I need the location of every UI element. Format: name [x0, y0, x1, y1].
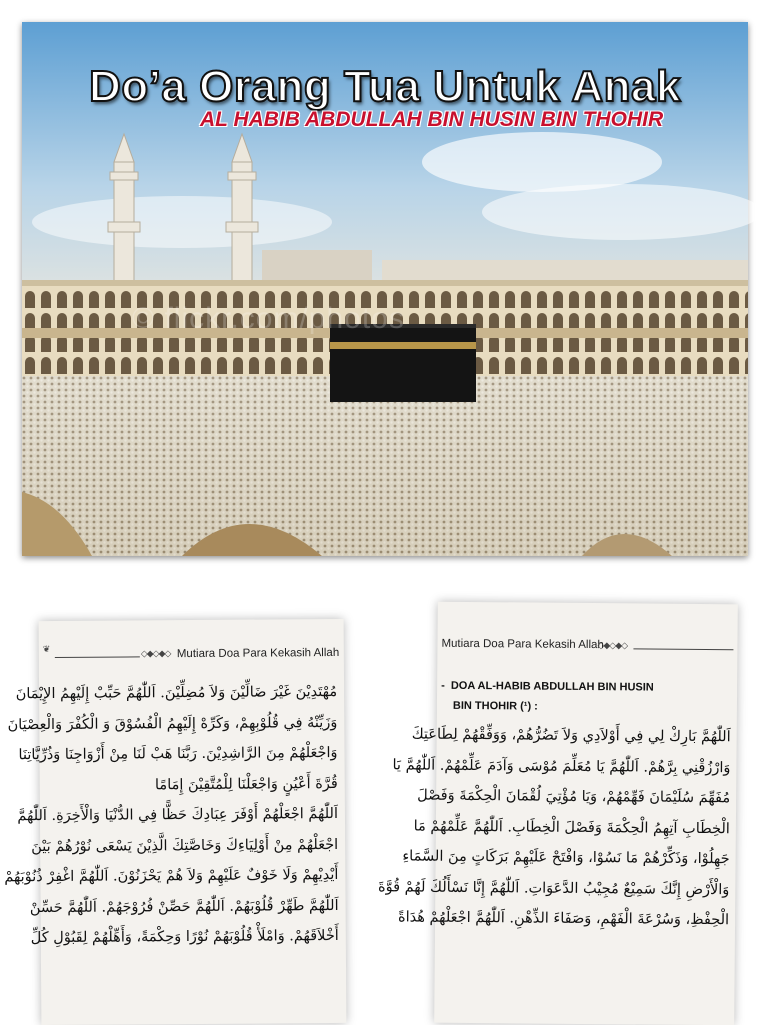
- arabic-line: الْخِطَابِ آتِهِمُ الْحِكْمَةَ وَفَصْلَ الْخِطَابِ. اَللّٰهُمَّ عَلِّمْهُمْ مَا: [413, 817, 730, 837]
- ornament-dot: ❦: [42, 644, 50, 656]
- right-book-page: [377, 602, 738, 1025]
- arabic-line: أَخْلاَقَهُمْ. وَامْلَأْ قُلُوْبَهُمْ نُوْرًا وَحِكْمَةً، وَأَهِّلْهُمْ لِقَبُوْلِ كُلِّ: [30, 927, 339, 947]
- arabic-line: وَاجْعَلْهُمْ مِنَ الرَّاشِدِيْنَ. رَبَّنَا هَبْ لَنَا مِنْ أَزْوَاجِنَا وَذُرِّيَّاتِنَا: [18, 744, 338, 764]
- photo-watermark: © flickr.com/photos: [132, 302, 405, 335]
- heading-text: DOA AL-HABIB ABDULLAH BIN HUSIN: [450, 679, 654, 694]
- book-title: Mutiara Doa Para Kekasih Allah: [441, 637, 604, 652]
- arabic-line: اَللّٰهُمَّ اجْعَلْهُمْ أَوْفَرَ عِبَادِكَ حَظًّا فِي الدُّنْيَا وَالْأَخِرَةِ. اَللّٰهُمَّ: [17, 805, 339, 825]
- arabic-prayer-text: [377, 720, 731, 936]
- ornament-chain: ◇◆◇◆◇: [597, 641, 628, 652]
- arabic-prayer-text: [4, 677, 339, 954]
- left-book-page: [4, 619, 347, 1025]
- header-rule: [55, 656, 140, 658]
- arabic-line: أَيْدِيْهِمْ وَلَا خَوْفٌ عَلَيْهِمْ وَلاَ هُمْ يَحْزَنُوْنَ. اَللّٰهُمَّ اغْفِرْ ذُنُوْبَهُمْ: [4, 866, 339, 886]
- arabic-line: اَللّٰهُمَّ بَارِكْ لِي فِي أَوْلاَدِي وَلاَ تَضُرُّهُمْ، وَوَفِّقْهُمْ لِطَاعَتِكَ: [411, 726, 731, 746]
- arabic-line: قُرَّةَ أَعْيُنٍ وَاجْعَلْنَا لِلْمُتَّقِيْنَ إِمَامًا: [154, 775, 338, 793]
- arabic-line: مُهْتَدِيْنَ غَيْرَ ضَالِّيْنَ وَلاَ مُضِلِّيْنَ. اَللّٰهُمَّ حَبِّبْ إِلَيْهِمُ الإِيْمَانَ: [15, 683, 338, 703]
- arabic-line: وَزَيِّنْهُ فِي قُلُوْبِهِمْ، وَكَرِّهْ إِلَيْهِمُ الْفُسُوْقَ وَ الْكُفْرَ وَالْعِصْيَانَ: [7, 714, 338, 733]
- book-title: Mutiara Doa Para Kekasih Allah: [176, 646, 340, 661]
- arabic-line: مُفَهِّمَ سُلَيْمَانَ فَهِّمْهُمْ، وَيَا مُؤْتِيَ لُقْمَانَ الْحِكْمَةَ وَفَصْلَ: [417, 787, 731, 807]
- header-rule: [633, 648, 733, 650]
- arabic-line: وَالْأَرْضِ إِنَّكَ سَمِيْعٌ مُجِيْبُ الدَّعَوَاتِ. اَللّٰهُمَّ إِنَّا نَسْأَلُكَ لَهُمْ قُوَّةَ: [377, 878, 730, 898]
- banner-title: Do’a Orang Tua Untuk Anak: [89, 62, 681, 111]
- arabic-line: جَهِلُوْا، وَذَكِّرْهُمْ مَا نَسُوْا، وَافْتَحْ عَلَيْهِمْ بَرَكَاتٍ مِنَ السَّمَاءِ: [402, 848, 730, 868]
- banner-subtitle: AL HABIB ABDULLAH BIN HUSIN BIN THOHIR: [200, 108, 664, 131]
- prayer-heading: [441, 676, 654, 718]
- ornament-chain: ◇◆◇◆◇: [140, 649, 171, 660]
- arabic-line: وَارْزُقْنِي بِرَّهُمْ. اَللّٰهُمَّ يَا مُعَلِّمَ مُوْسَى وَآدَمَ عَلِّمْهُمْ. اَللّٰهُمَّ يَا: [392, 756, 731, 776]
- heading-line-1: - DOA AL-HABIB ABDULLAH BIN HUSIN: [441, 679, 654, 694]
- arabic-line: اجْعَلْهُمْ مِنْ أَوْلِيَاءِكَ وَخَاصَّتِكَ الَّذِيْنَ يَسْعَى نُوْرُهُمْ بَيْنَ: [31, 836, 339, 855]
- banner-photo: [22, 22, 748, 556]
- arabic-line: اَللّٰهُمَّ طَهِّرْ قُلُوْبَهُمْ. اَللّٰهُمَّ حَصِّنْ فُرُوْجَهُمْ. اَللّٰهُمَّ حَسِّنْ: [29, 897, 339, 916]
- heading-line-2: BIN THOHIR (¹) :: [452, 699, 538, 713]
- arabic-line: الْحِفْظِ، وَسُرْعَةَ الْفَهْمِ، وَصَفَاءَ الذِّهْنِ. اَللّٰهُمَّ اجْعَلْهُمْ هُدَاةً: [397, 909, 730, 929]
